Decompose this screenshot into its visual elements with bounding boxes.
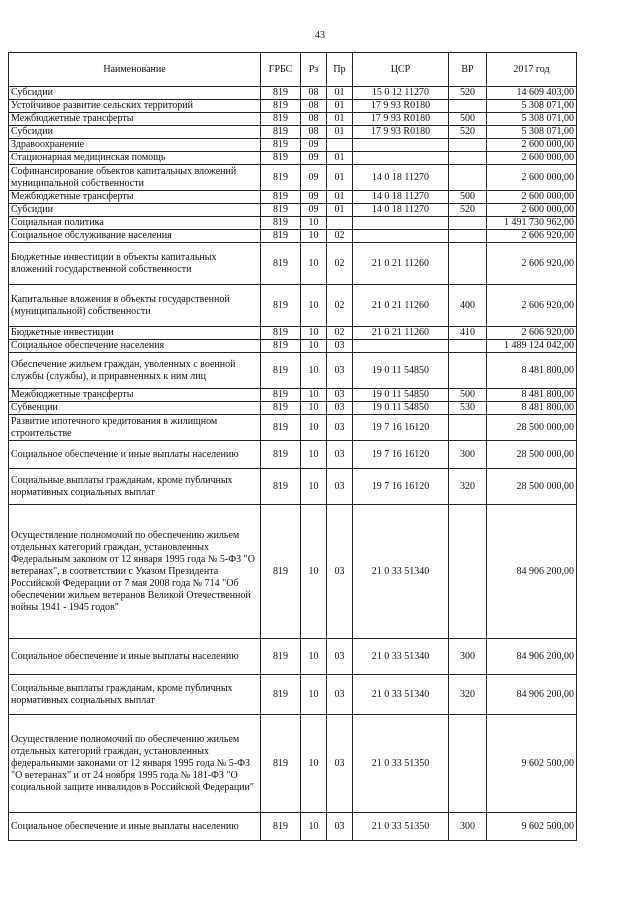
cell-rz: 10 <box>301 675 327 715</box>
cell-vr: 530 <box>449 402 487 415</box>
cell-rz: 10 <box>301 505 327 639</box>
cell-csr: 17 9 93 R0180 <box>353 100 449 113</box>
cell-amount: 2 606 920,00 <box>487 230 577 243</box>
header-amount: 2017 год <box>487 53 577 87</box>
cell-grbs: 819 <box>261 813 301 841</box>
cell-grbs: 819 <box>261 87 301 100</box>
cell-rz: 10 <box>301 217 327 230</box>
cell-grbs: 819 <box>261 285 301 327</box>
page-number: 43 <box>315 30 325 41</box>
cell-rz: 10 <box>301 639 327 675</box>
cell-grbs: 819 <box>261 126 301 139</box>
cell-pr: 03 <box>327 353 353 389</box>
cell-amount: 8 481 800,00 <box>487 353 577 389</box>
cell-vr <box>449 340 487 353</box>
cell-vr <box>449 139 487 152</box>
table-row <box>9 87 577 100</box>
cell-grbs: 819 <box>261 715 301 813</box>
cell-vr <box>449 353 487 389</box>
cell-rz: 10 <box>301 230 327 243</box>
cell-amount: 5 308 071,00 <box>487 126 577 139</box>
cell-amount: 28 500 000,00 <box>487 415 577 441</box>
cell-rz: 09 <box>301 152 327 165</box>
cell-rz: 09 <box>301 139 327 152</box>
cell-grbs: 819 <box>261 639 301 675</box>
cell-grbs: 819 <box>261 675 301 715</box>
cell-pr: 03 <box>327 813 353 841</box>
cell-csr: 21 0 33 51340 <box>353 675 449 715</box>
cell-csr: 21 0 33 51340 <box>353 639 449 675</box>
cell-vr: 300 <box>449 813 487 841</box>
table-row <box>9 441 577 469</box>
cell-amount: 1 489 124 042,00 <box>487 340 577 353</box>
header-grbs: ГРБС <box>261 53 301 87</box>
cell-pr: 03 <box>327 441 353 469</box>
header-csr: ЦСР <box>353 53 449 87</box>
cell-csr <box>353 230 449 243</box>
table-row <box>9 285 577 327</box>
cell-name: Социальная политика <box>9 217 261 230</box>
table-row <box>9 715 577 813</box>
cell-pr: 03 <box>327 389 353 402</box>
cell-amount: 2 600 000,00 <box>487 191 577 204</box>
cell-vr <box>449 217 487 230</box>
cell-pr <box>327 139 353 152</box>
cell-amount: 28 500 000,00 <box>487 441 577 469</box>
cell-csr: 14 0 18 11270 <box>353 165 449 191</box>
cell-amount: 84 906 200,00 <box>487 639 577 675</box>
cell-name: Субвенции <box>9 402 261 415</box>
header-rz: Рз <box>301 53 327 87</box>
cell-rz: 10 <box>301 469 327 505</box>
cell-csr: 17 9 93 R0180 <box>353 113 449 126</box>
cell-pr: 01 <box>327 152 353 165</box>
cell-name: Осуществление полномочий по обеспечению жильем отдельных категорий граждан, установленных Федеральным законом от 12 января 1995 года № 5-ФЗ "О ветеранах", в соответствии с Указом Президента Российской Федерации от 7 мая 2008 года № 714 "Об обеспечении жильем ветеранов Великой Отечественной войны 1941 - 1945 годов" <box>9 505 261 639</box>
cell-csr: 19 7 16 16120 <box>353 441 449 469</box>
cell-pr: 02 <box>327 285 353 327</box>
table-row <box>9 675 577 715</box>
cell-amount: 1 491 730 962,00 <box>487 217 577 230</box>
cell-csr: 19 7 16 16120 <box>353 415 449 441</box>
table-row <box>9 243 577 285</box>
cell-grbs: 819 <box>261 243 301 285</box>
cell-csr <box>353 340 449 353</box>
cell-amount: 28 500 000,00 <box>487 469 577 505</box>
cell-grbs: 819 <box>261 100 301 113</box>
cell-csr: 14 0 18 11270 <box>353 204 449 217</box>
cell-pr: 03 <box>327 402 353 415</box>
cell-rz: 10 <box>301 389 327 402</box>
cell-vr <box>449 243 487 285</box>
cell-grbs: 819 <box>261 415 301 441</box>
cell-grbs: 819 <box>261 441 301 469</box>
cell-vr: 320 <box>449 675 487 715</box>
cell-name: Межбюджетные трансферты <box>9 113 261 126</box>
cell-amount: 84 906 200,00 <box>487 505 577 639</box>
cell-amount: 2 600 000,00 <box>487 139 577 152</box>
cell-name: Капитальные вложения в объекты государственной (муниципальной) собственности <box>9 285 261 327</box>
table-row <box>9 139 577 152</box>
cell-name: Социальное обслуживание населения <box>9 230 261 243</box>
cell-grbs: 819 <box>261 204 301 217</box>
cell-vr: 400 <box>449 285 487 327</box>
cell-grbs: 819 <box>261 340 301 353</box>
cell-amount: 2 600 000,00 <box>487 165 577 191</box>
cell-csr: 19 0 11 54850 <box>353 389 449 402</box>
cell-csr: 21 0 21 11260 <box>353 327 449 340</box>
cell-pr: 03 <box>327 715 353 813</box>
cell-rz: 10 <box>301 813 327 841</box>
cell-grbs: 819 <box>261 113 301 126</box>
cell-vr <box>449 230 487 243</box>
cell-csr: 14 0 18 11270 <box>353 191 449 204</box>
table-row <box>9 415 577 441</box>
cell-amount: 14 609 403,00 <box>487 87 577 100</box>
cell-csr: 19 7 16 16120 <box>353 469 449 505</box>
cell-pr: 01 <box>327 204 353 217</box>
cell-rz: 09 <box>301 191 327 204</box>
cell-amount: 84 906 200,00 <box>487 675 577 715</box>
cell-pr: 02 <box>327 230 353 243</box>
cell-pr: 03 <box>327 340 353 353</box>
cell-pr: 03 <box>327 505 353 639</box>
budget-table <box>8 52 577 841</box>
cell-name: Осуществление полномочий по обеспечению жильем отдельных категорий граждан, установленных федеральными законами от 12 января 1995 года № 5-ФЗ "О ветеранах" и от 24 ноября 1995 года № 181-ФЗ "О социальной защите инвалидов в Российской Федерации" <box>9 715 261 813</box>
cell-grbs: 819 <box>261 402 301 415</box>
cell-csr: 21 0 33 51350 <box>353 813 449 841</box>
cell-vr: 300 <box>449 441 487 469</box>
cell-vr: 500 <box>449 191 487 204</box>
cell-rz: 10 <box>301 715 327 813</box>
cell-vr <box>449 152 487 165</box>
table-row <box>9 402 577 415</box>
cell-name: Межбюджетные трансферты <box>9 191 261 204</box>
cell-csr: 19 0 11 54850 <box>353 402 449 415</box>
cell-csr: 15 0 12 11270 <box>353 87 449 100</box>
cell-pr: 03 <box>327 469 353 505</box>
table-row <box>9 217 577 230</box>
cell-grbs: 819 <box>261 152 301 165</box>
table-row <box>9 230 577 243</box>
cell-grbs: 819 <box>261 505 301 639</box>
cell-rz: 10 <box>301 243 327 285</box>
table-header-row <box>9 53 577 87</box>
header-name: Наименование <box>9 53 261 87</box>
cell-pr: 02 <box>327 327 353 340</box>
cell-amount: 2 606 920,00 <box>487 243 577 285</box>
cell-vr: 500 <box>449 113 487 126</box>
cell-rz: 09 <box>301 204 327 217</box>
cell-grbs: 819 <box>261 191 301 204</box>
cell-rz: 08 <box>301 126 327 139</box>
cell-grbs: 819 <box>261 165 301 191</box>
cell-pr: 01 <box>327 191 353 204</box>
cell-grbs: 819 <box>261 389 301 402</box>
cell-name: Бюджетные инвестиции в объекты капитальных вложений государственной собственности <box>9 243 261 285</box>
header-vr: ВР <box>449 53 487 87</box>
cell-grbs: 819 <box>261 353 301 389</box>
cell-rz: 09 <box>301 165 327 191</box>
cell-name: Социальное обеспечение и иные выплаты населению <box>9 813 261 841</box>
cell-csr <box>353 152 449 165</box>
cell-name: Межбюджетные трансферты <box>9 389 261 402</box>
cell-vr <box>449 100 487 113</box>
cell-pr <box>327 217 353 230</box>
cell-vr: 520 <box>449 126 487 139</box>
cell-pr: 01 <box>327 113 353 126</box>
cell-rz: 08 <box>301 113 327 126</box>
cell-vr <box>449 505 487 639</box>
cell-amount: 8 481 800,00 <box>487 402 577 415</box>
table-row <box>9 152 577 165</box>
cell-amount: 2 606 920,00 <box>487 327 577 340</box>
cell-name: Стационарная медицинская помощь <box>9 152 261 165</box>
table-row <box>9 100 577 113</box>
table-row <box>9 204 577 217</box>
cell-rz: 10 <box>301 340 327 353</box>
cell-pr: 03 <box>327 675 353 715</box>
cell-amount: 2 606 920,00 <box>487 285 577 327</box>
cell-rz: 10 <box>301 415 327 441</box>
cell-grbs: 819 <box>261 230 301 243</box>
cell-name: Социальные выплаты гражданам, кроме публичных нормативных социальных выплат <box>9 675 261 715</box>
cell-pr: 03 <box>327 415 353 441</box>
cell-rz: 10 <box>301 353 327 389</box>
cell-pr: 01 <box>327 126 353 139</box>
table-row <box>9 113 577 126</box>
cell-amount: 2 600 000,00 <box>487 204 577 217</box>
table-row <box>9 165 577 191</box>
cell-grbs: 819 <box>261 327 301 340</box>
table-row <box>9 389 577 402</box>
cell-csr: 17 9 93 R0180 <box>353 126 449 139</box>
cell-name: Устойчивое развитие сельских территорий <box>9 100 261 113</box>
cell-vr <box>449 415 487 441</box>
cell-csr: 21 0 33 51350 <box>353 715 449 813</box>
cell-rz: 10 <box>301 327 327 340</box>
cell-pr: 03 <box>327 639 353 675</box>
table-row <box>9 469 577 505</box>
cell-name: Развитие ипотечного кредитования в жилищном строительстве <box>9 415 261 441</box>
cell-rz: 08 <box>301 87 327 100</box>
cell-amount: 2 600 000,00 <box>487 152 577 165</box>
table-row <box>9 505 577 639</box>
cell-vr <box>449 715 487 813</box>
cell-name: Субсидии <box>9 126 261 139</box>
cell-vr: 500 <box>449 389 487 402</box>
table-row <box>9 813 577 841</box>
table-row <box>9 353 577 389</box>
cell-amount: 8 481 800,00 <box>487 389 577 402</box>
cell-vr: 300 <box>449 639 487 675</box>
cell-name: Социальное обеспечение населения <box>9 340 261 353</box>
table-row <box>9 191 577 204</box>
cell-pr: 02 <box>327 243 353 285</box>
table-row <box>9 340 577 353</box>
cell-rz: 10 <box>301 285 327 327</box>
cell-csr: 21 0 21 11260 <box>353 285 449 327</box>
cell-name: Субсидии <box>9 204 261 217</box>
cell-name: Обеспечение жильем граждан, уволенных с военной службы (службы), и приравненных к ним лиц <box>9 353 261 389</box>
cell-rz: 10 <box>301 402 327 415</box>
cell-name: Бюджетные инвестиции <box>9 327 261 340</box>
cell-grbs: 819 <box>261 139 301 152</box>
cell-csr <box>353 139 449 152</box>
cell-name: Социальные выплаты гражданам, кроме публичных нормативных социальных выплат <box>9 469 261 505</box>
cell-pr: 01 <box>327 87 353 100</box>
table-row <box>9 327 577 340</box>
cell-name: Социальное обеспечение и иные выплаты населению <box>9 441 261 469</box>
cell-vr <box>449 165 487 191</box>
cell-name: Здравоохранение <box>9 139 261 152</box>
cell-rz: 10 <box>301 441 327 469</box>
cell-amount: 5 308 071,00 <box>487 100 577 113</box>
cell-vr: 320 <box>449 469 487 505</box>
cell-name: Субсидии <box>9 87 261 100</box>
cell-name: Социальное обеспечение и иные выплаты населению <box>9 639 261 675</box>
cell-csr: 19 0 11 54850 <box>353 353 449 389</box>
cell-rz: 08 <box>301 100 327 113</box>
cell-vr: 520 <box>449 87 487 100</box>
cell-csr: 21 0 33 51340 <box>353 505 449 639</box>
cell-grbs: 819 <box>261 469 301 505</box>
cell-vr: 520 <box>449 204 487 217</box>
cell-pr: 01 <box>327 100 353 113</box>
table-row <box>9 126 577 139</box>
cell-amount: 9 602 500,00 <box>487 715 577 813</box>
cell-csr: 21 0 21 11260 <box>353 243 449 285</box>
cell-csr <box>353 217 449 230</box>
cell-amount: 5 308 071,00 <box>487 113 577 126</box>
cell-grbs: 819 <box>261 217 301 230</box>
cell-amount: 9 602 500,00 <box>487 813 577 841</box>
header-pr: Пр <box>327 53 353 87</box>
table-row <box>9 639 577 675</box>
cell-vr: 410 <box>449 327 487 340</box>
cell-name: Софинансирование объектов капитальных вложений муниципальной собственности <box>9 165 261 191</box>
cell-pr: 01 <box>327 165 353 191</box>
